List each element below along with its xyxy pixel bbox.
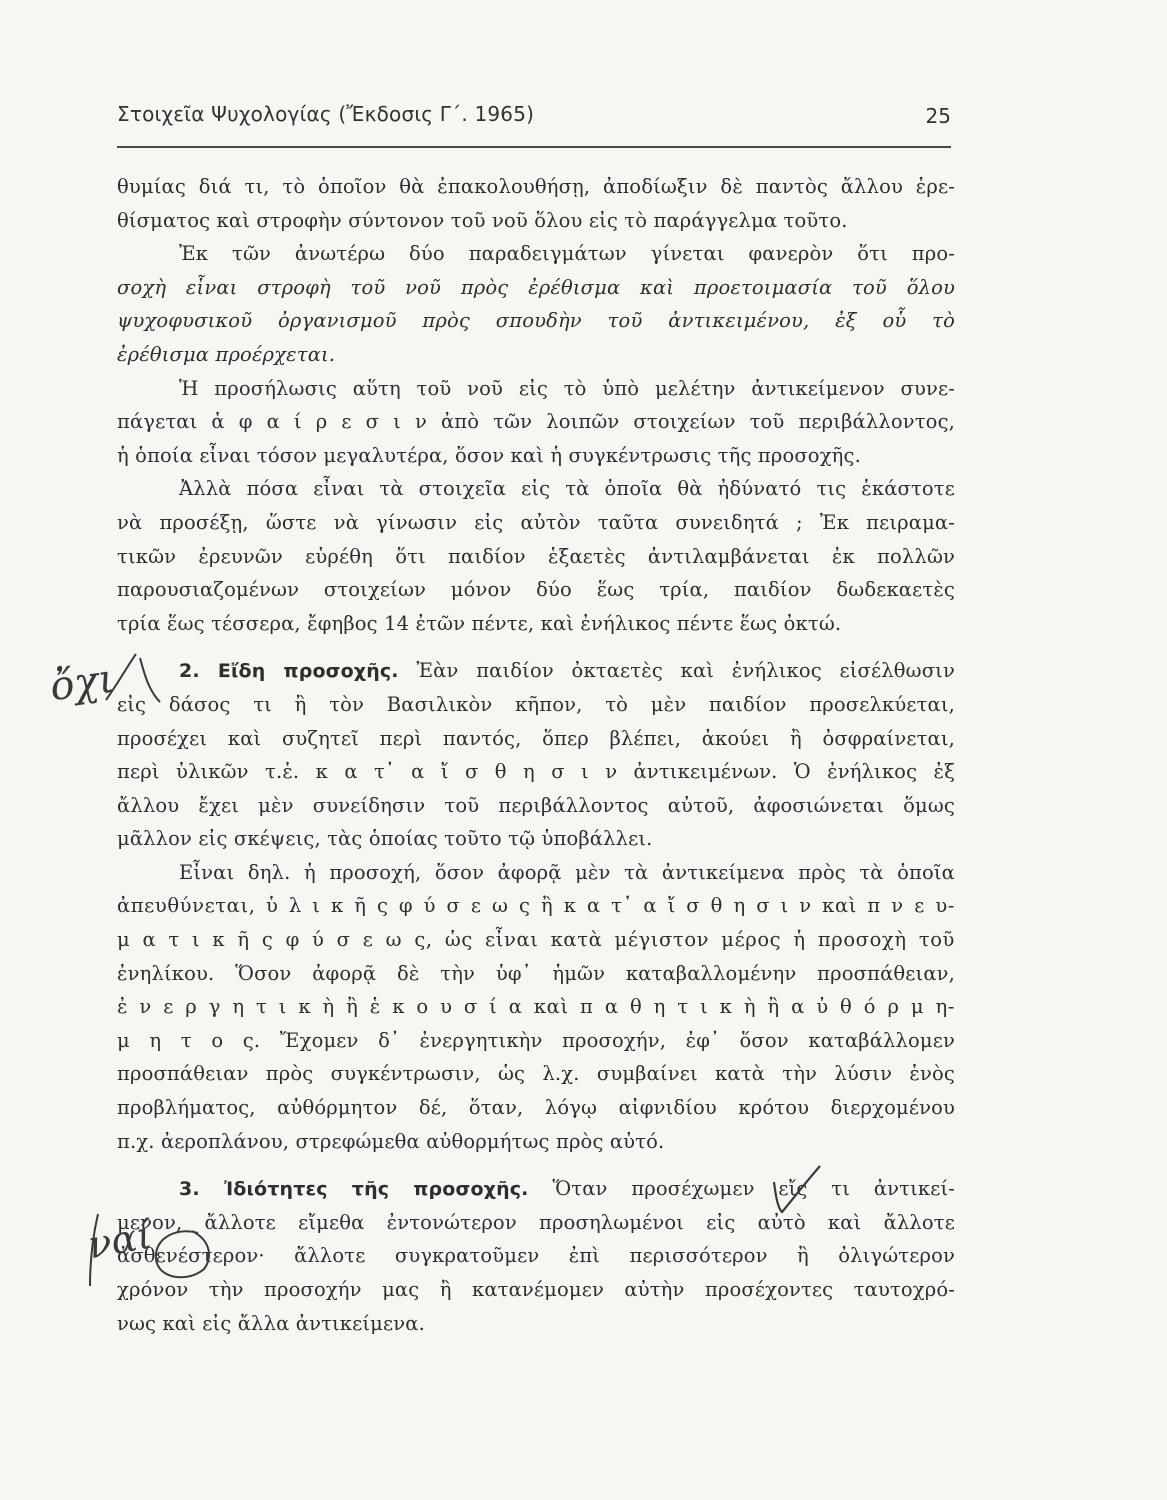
- header-title: Στοιχεῖα Ψυχολογίας (Ἔκδοσις Γ΄. 1965): [117, 102, 535, 126]
- page-number: 25: [925, 104, 951, 128]
- text-line: σοχὴ εἶναι στροφὴ τοῦ νοῦ πρὸς ἐρέθισμα καὶ προετοιμασία τοῦ ὅλου: [117, 275, 955, 299]
- handwritten-margin-note-ochi: ὄχι: [47, 655, 117, 711]
- text-line: π.χ. ἀεροπλάνου, στρεφώμεθα αὐθορμήτως πρὸς αὐτό.: [117, 1129, 665, 1153]
- text-line: πάγεται ἀ φ α ί ρ ε σ ι ν ἀπὸ τῶν λοιπῶν στοιχείων τοῦ περιβάλλοντος,: [117, 410, 955, 434]
- text-line: προσπάθειαν πρὸς συγκέντρωσιν, ὡς λ.χ. συμβαίνει κατὰ τὴν λύσιν ἑνὸς: [117, 1062, 955, 1086]
- text-line: Εἶναι δηλ. ἡ προσοχή, ὅσον ἀφορᾷ μὲν τὰ ἀντικείμενα πρὸς τὰ ὁποῖα: [179, 860, 955, 884]
- text-line: θυμίας διά τι, τὸ ὁποῖον θὰ ἐπακολουθήσῃ, ἀποδίωξιν δὲ παντὸς ἄλλου ἐρε-: [117, 175, 955, 198]
- handwritten-margin-bracket: [78, 1210, 118, 1290]
- text-line: ἐ ν ε ρ γ η τ ι κ ὴ ἢ ἑ κ ο υ σ ί α καὶ π α θ η τ ι κ ὴ ἢ α ὐ θ ό ρ μ η-: [117, 995, 955, 1019]
- text-line: ἐνηλίκου. Ὅσον ἀφορᾷ δὲ τὴν ὑφ᾽ ἡμῶν καταβαλλομένην προσπάθειαν,: [117, 961, 955, 985]
- section-3-first-line: [117, 1172, 955, 1206]
- text-line: ἐρέθισμα προέρχεται.: [117, 342, 336, 366]
- text-line: ἀσθενέστερον· ἄλλοτε συγκρατοῦμεν ἐπὶ περισσότερον ἢ ὀλιγώτερον: [117, 1244, 955, 1268]
- text-line: τικῶν ἐρευνῶν εὑρέθη ὅτι παιδίον ἑξαετὲς ἀντιλαμβάνεται ἐκ πολλῶν: [117, 544, 955, 568]
- handwritten-circle-around-number: [148, 1223, 218, 1287]
- text-line: Ἐκ τῶν ἀνωτέρω δύο παραδειγμάτων γίνεται φανερὸν ὅτι προ-: [179, 242, 955, 266]
- text-line: περὶ ὑλικῶν τ.ἑ. κ α τ᾽ α ἴ σ θ η σ ι ν ἀντικειμένων. Ὁ ἐνήλικος ἐξ: [117, 760, 955, 784]
- text-line: εἰς δάσος τι ἢ τὸν Βασιλικὸν κῆπον, τὸ μὲν παιδίον προσελκύεται,: [117, 692, 955, 716]
- text-line: Ἡ προσήλωσις αὕτη τοῦ νοῦ εἰς τὸ ὑπὸ μελέτην ἀντικείμενον συνε-: [179, 376, 955, 400]
- body-text: [117, 170, 955, 1340]
- text-line: προσέχει καὶ συζητεῖ περὶ παντός, ὅπερ βλέπει, ἀκούει ἢ ὀσφραίνεται,: [117, 726, 955, 750]
- text-line: ἀπευθύνεται, ὑ λ ι κ ῆ ς φ ύ σ ε ω ς ἢ κ α τ᾽ α ἴ σ θ η σ ι ν καὶ π ν ε υ-: [117, 894, 955, 918]
- text-line: ἄλλου ἔχει μὲν συνείδησιν τοῦ περιβάλλοντος αὐτοῦ, ἀφοσιώνεται ὅμως: [117, 793, 955, 817]
- handwritten-margin-note-nai: ναί: [84, 1212, 156, 1268]
- text-line: μ α τ ι κ ῆ ς φ ύ σ ε ω ς, ὡς εἶναι κατὰ μέγιστον μέρος ἡ προσοχὴ τοῦ: [117, 928, 955, 952]
- handwritten-check-mark: [768, 1160, 828, 1220]
- text-line: Ἀλλὰ πόσα εἶναι τὰ στοιχεῖα εἰς τὰ ὁποῖα θὰ ἠδύνατό τις ἑκάστοτε: [179, 477, 955, 501]
- running-header: [117, 100, 951, 148]
- text-line: μᾶλλον εἰς σκέψεις, τὰς ὁποίας τοῦτο τῷ ὑποβάλλει.: [117, 827, 653, 851]
- text-line: θίσματος καὶ στροφὴν σύντονον τοῦ νοῦ ὅλου εἰς τὸ παράγγελμα τοῦτο.: [117, 208, 848, 232]
- text-line: ψυχοφυσικοῦ ὀργανισμοῦ πρὸς σπουδὴν τοῦ ἀντικειμένου, ἐξ οὗ τὸ: [117, 309, 955, 333]
- text-line: προβλήματος, αὐθόρμητον δέ, ὅταν, λόγῳ αἰφνιδίου κρότου διερχομένου: [117, 1096, 955, 1120]
- text-line: ἡ ὁποία εἶναι τόσον μεγαλυτέρα, ὅσον καὶ ἡ συγκέντρωσις τῆς προσοχῆς.: [117, 443, 861, 467]
- text-line: παρουσιαζομένων στοιχείων μόνον δύο ἕως τρία, παιδίον δωδεκαετὲς: [117, 578, 955, 602]
- text-line: μενον, ἄλλοτε εἴμεθα ἐντονώτερον προσηλωμένοι εἰς αὐτὸ καὶ ἄλλοτε: [117, 1210, 955, 1234]
- section-3-first-line-text: Ὅταν προσέχωμεν εἴς τι ἀντικεί-: [552, 1177, 955, 1201]
- section-2-first-line-text: Ἐὰν παιδίον ὀκταετὲς καὶ ἐνήλικος εἰσέλθωσιν: [416, 659, 955, 683]
- text-line: νως καὶ εἰς ἄλλα ἀντικείμενα.: [117, 1311, 425, 1335]
- text-line: χρόνον τὴν προσοχήν μας ἢ κατανέμομεν αὐτὴν προσέχοντες ταυτοχρό-: [117, 1278, 955, 1301]
- text-line: τρία ἕως τέσσερα, ἔφηβος 14 ἐτῶν πέντε, καὶ ἐνήλικος πέντε ἕως ὀκτώ.: [117, 611, 842, 635]
- text-line: μ η τ ο ς. Ἔχομεν δ᾽ ἐνεργητικὴν προσοχήν, ἐφ᾽ ὅσον καταβάλλομεν: [117, 1028, 955, 1052]
- text-line: νὰ προσέξῃ, ὥστε νὰ γίνωσιν εἰς αὐτὸν ταῦτα συνειδητά ; Ἐκ πειραμα-: [117, 510, 955, 534]
- handwritten-bracket-mark: [100, 650, 170, 710]
- section-2-first-line: [117, 654, 955, 688]
- section-2-heading: 2. Εἴδη προσοχῆς.: [179, 660, 399, 683]
- section-3-heading: 3. Ἰδιότητες τῆς προσοχῆς.: [179, 1178, 529, 1201]
